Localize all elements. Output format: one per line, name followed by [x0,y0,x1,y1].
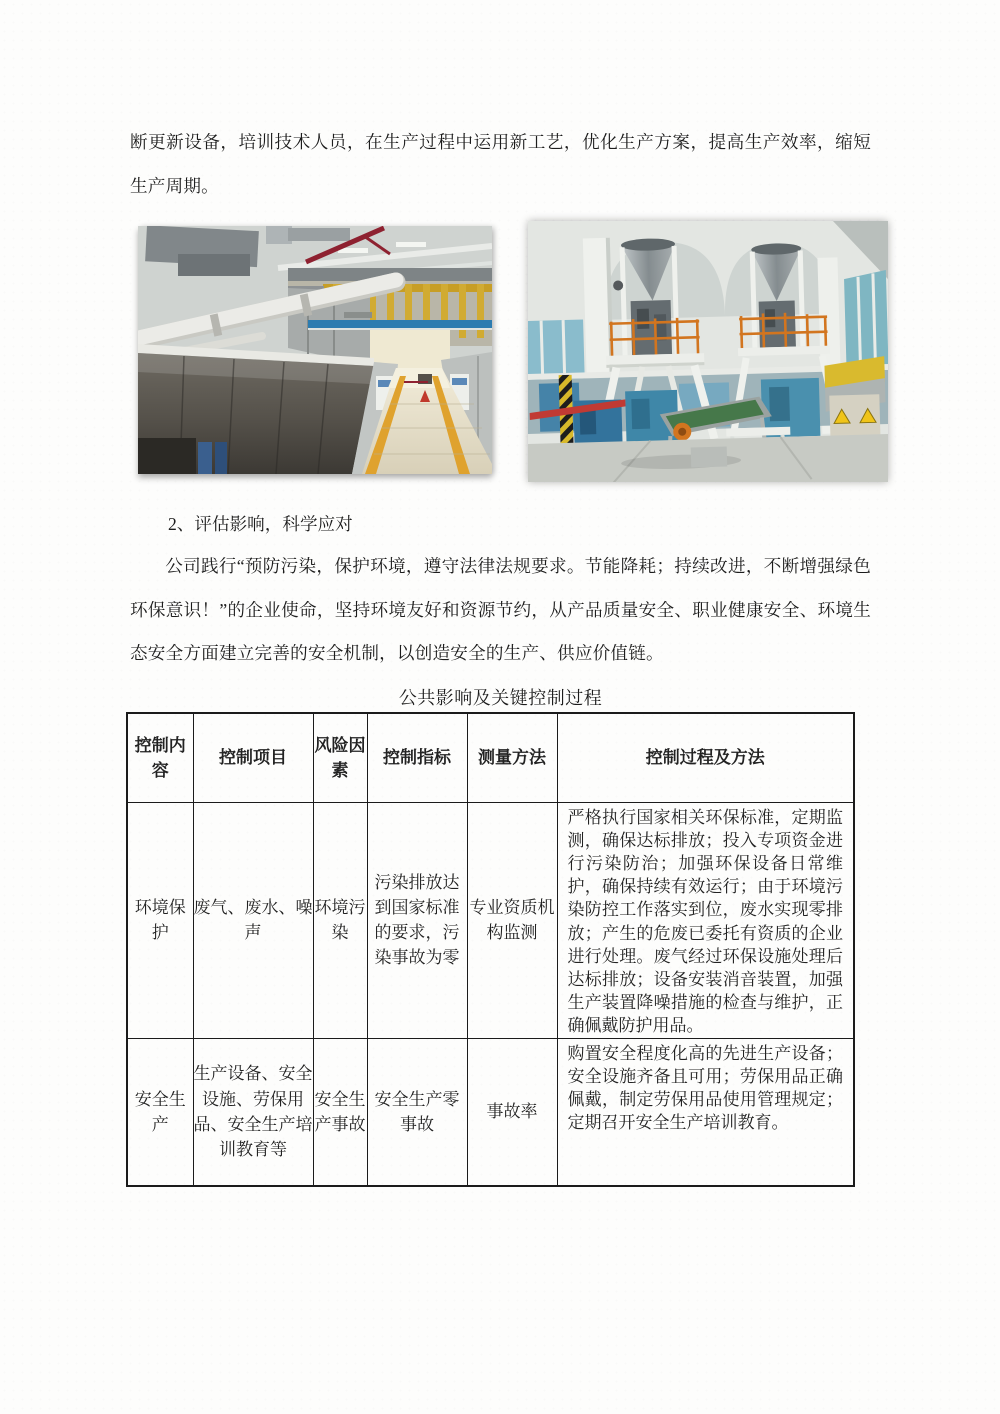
cell-risk-factor: 安全生产事故 [313,1038,367,1186]
cell-control-target: 污染排放达到国家标准的要求，污染事故为零 [367,802,467,1038]
factory-corridor-illustration [138,226,492,474]
factory-corridor-photo [138,226,492,474]
header-control-process: 控制过程及方法 [557,713,854,802]
header-control-target: 控制指标 [367,713,467,802]
header-risk-factor: 风险因素 [313,713,367,802]
cell-control-content: 环境保护 [127,802,193,1038]
cell-control-process: 购置安全程度化高的先进生产设备；安全设施齐备且可用；劳保用品正确佩戴，制定劳保用品使用管理规定；定期召开安全生产培训教育。 [557,1038,854,1186]
cell-control-item: 废气、废水、噪声 [193,802,313,1038]
cell-control-content: 安全生产 [127,1038,193,1186]
header-control-content: 控制内容 [127,713,193,802]
table-header-row [127,713,854,802]
cell-control-item: 生产设备、安全设施、劳保用品、安全生产培训教育等 [193,1038,313,1186]
section-heading: 2、评估影响，科学应对 [168,514,353,534]
header-measure-method: 测量方法 [467,713,557,802]
cell-risk-factor: 环境污染 [313,802,367,1038]
control-table [126,712,855,1187]
cell-measure-method: 事故率 [467,1038,557,1186]
packaging-equipment-illustration [528,221,888,482]
packaging-equipment-photo [528,221,888,482]
cell-control-process: 严格执行国家相关环保标准，定期监测，确保达标排放；投入专项资金进行污染防治；加强环保设备日常维护，确保持续有效运行；由于环境污染防控工作落实到位，废水实现零排放；产生的危废已委托有资质的企业进行处理。废气经过环保设施处理后达标排放；设备安装消音装置，加强生产装置降噪措施的检查与维护，正确佩戴防护用品。 [557,802,854,1038]
cell-measure-method: 专业资质机构监测 [467,802,557,1038]
table-row-safety [127,1038,854,1186]
table-title: 公共影响及关键控制过程 [398,688,603,708]
paragraph-top: 断更新设备，培训技术人员，在生产过程中运用新工艺，优化生产方案，提高生产效率，缩短生产周期。 [130,132,871,196]
paragraph-policy: 公司践行“预防污染，保护环境，遵守法律法规要求。节能降耗；持续改进，不断增强绿色环保意识！”的企业使命，坚持环境友好和资源节约，从产品质量安全、职业健康安全、环境生态安全方面建立完善的安全机制，以创造安全的生产、供应价值链。 [130,556,871,663]
cell-control-target: 安全生产零事故 [367,1038,467,1186]
table-row-environment [127,802,854,1038]
header-control-item: 控制项目 [193,713,313,802]
